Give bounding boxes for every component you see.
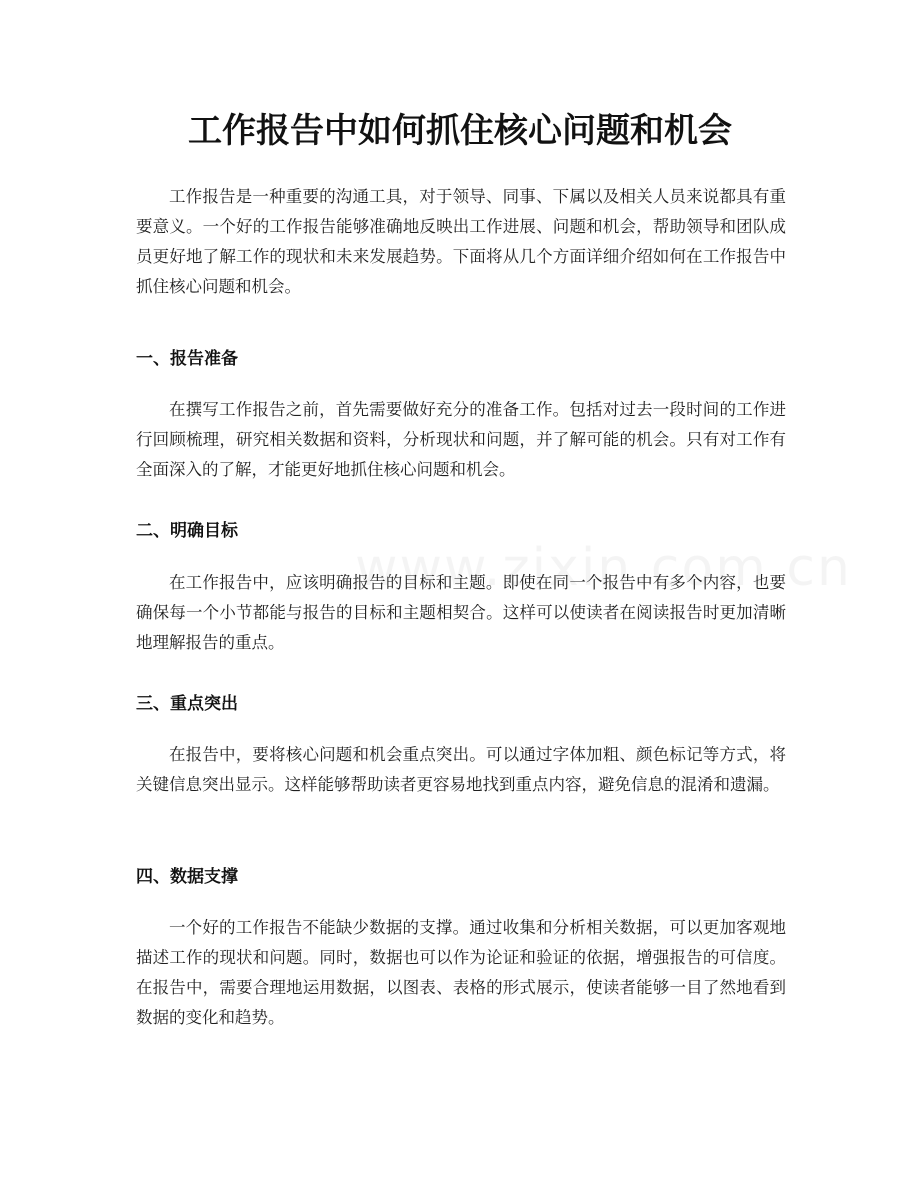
- section-body-4: 一个好的工作报告不能缺少数据的支撑。通过收集和分析相关数据，可以更加客观地描述工作的现状和问题。同时，数据也可以作为论证和验证的依据，增强报告的可信度。在报告中，需要合理地运用数据，以图表、表格的形式展示，使读者能够一目了然地看到数据的变化和趋势。: [136, 918, 786, 1027]
- section-body-1: 在撰写工作报告之前，首先需要做好充分的准备工作。包括对过去一段时间的工作进行回顾梳理，研究相关数据和资料，分析现状和问题，并了解可能的机会。只有对工作有全面深入的了解，才能更好地抓住核心问题和机会。: [136, 400, 786, 479]
- section-body-3: 在报告中，要将核心问题和机会重点突出。可以通过字体加粗、颜色标记等方式，将关键信息突出显示。这样能够帮助读者更容易地找到重点内容，避免信息的混淆和遗漏。: [136, 745, 786, 794]
- section-body-2: 在工作报告中，应该明确报告的目标和主题。即使在同一个报告中有多个内容，也要确保每一个小节都能与报告的目标和主题相契合。这样可以使读者在阅读报告时更加清晰地理解报告的重点。: [136, 573, 786, 652]
- section-heading-2: 二、明确目标: [136, 521, 238, 541]
- section-heading-4: 四、数据支撑: [136, 867, 238, 887]
- intro-paragraph: 工作报告是一种重要的沟通工具，对于领导、同事、下属以及相关人员来说都具有重要意义。一个好的工作报告能够准确地反映出工作进展、问题和机会，帮助领导和团队成员更好地了解工作的现状和未来发展趋势。下面将从几个方面详细介绍如何在工作报告中抓住核心问题和机会。: [136, 187, 786, 296]
- section-heading-3: 三、重点突出: [136, 694, 238, 714]
- section-heading-1: 一、报告准备: [136, 349, 238, 369]
- document-title: 工作报告中如何抓住核心问题和机会: [188, 111, 732, 151]
